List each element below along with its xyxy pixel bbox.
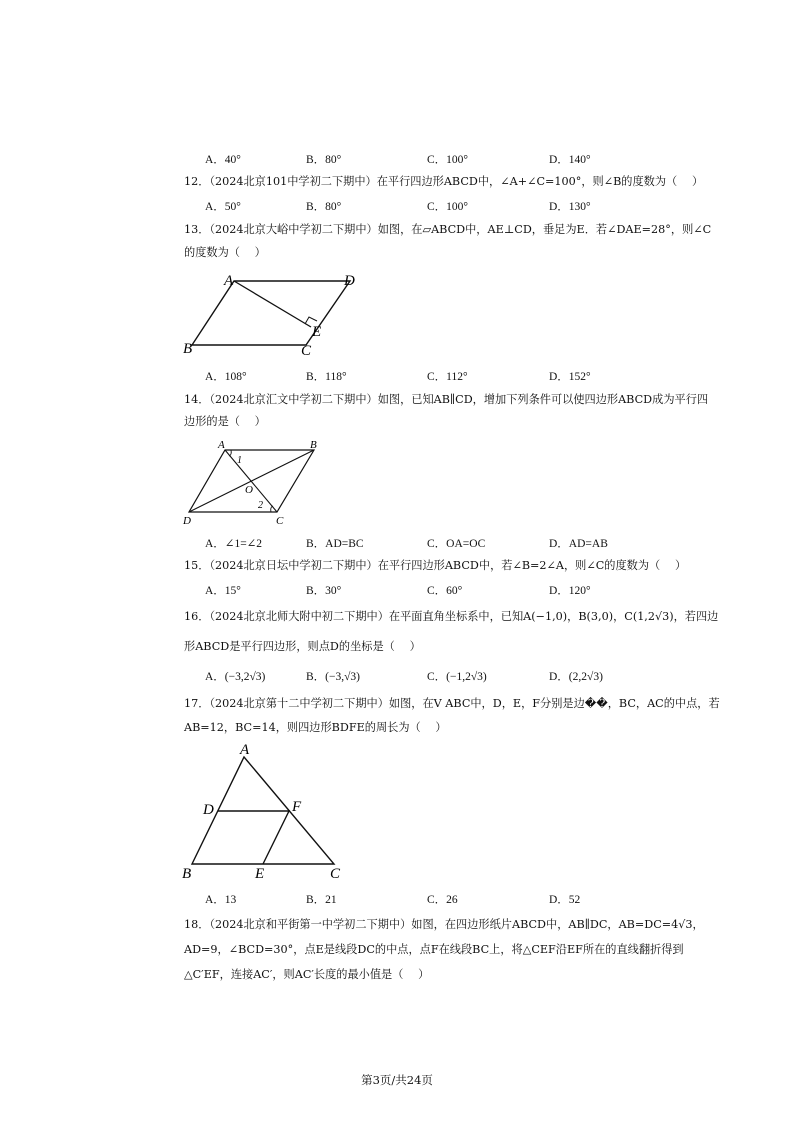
q15-option-c: C．60° <box>427 585 463 597</box>
q12-stem: 12．（2024北京101中学初二下期中）在平行四边形ABCD中，∠A+∠C=100°，则∠B的度数为（ ） <box>184 175 704 188</box>
q14-label-c: C <box>276 515 284 526</box>
q15-stem: 15．（2024北京日坛中学初二下期中）在平行四边形ABCD中，若∠B=2∠A，则∠C的度数为（ ） <box>184 559 687 572</box>
q13-option-d: D．152° <box>549 371 591 383</box>
q18-stem-line3: △C′EF，连接AC′，则AC′长度的最小值是（ ） <box>184 968 430 981</box>
q17-label-d: D <box>203 802 214 818</box>
q13-figure-parallelogram <box>180 268 370 360</box>
q11-option-c: C．100° <box>427 154 469 166</box>
q11-options <box>0 151 794 167</box>
q13-options <box>0 368 794 384</box>
q15-option-b: B．30° <box>306 585 342 597</box>
q14-stem-line1: 14．（2024北京汇文中学初二下期中）如图，已知AB∥CD，增加下列条件可以使四边形ABCD成为平行四 <box>184 393 709 406</box>
q15-options <box>0 582 794 598</box>
q14-stem-line2: 边形的是（ ） <box>184 415 266 428</box>
q17-label-c: C <box>330 866 341 882</box>
q17-options <box>0 891 794 907</box>
q17-label-b: B <box>182 866 192 882</box>
q13-option-a: A．108° <box>205 371 247 383</box>
q16-option-c: C．(−1,2√3) <box>427 671 487 683</box>
q16-option-b: B．(−3,√3) <box>306 671 361 683</box>
q11-option-b: B．80° <box>306 154 342 166</box>
q16-stem-line2: 形ABCD是平行四边形，则点D的坐标是（ ） <box>184 640 421 653</box>
q13-stem-line1: 13．（2024北京大峪中学初二下期中）如图，在▱ABCD中，AE⊥CD，垂足为E．若∠DAE=28°，则∠C <box>184 223 712 236</box>
q12-option-d: D．130° <box>549 201 591 213</box>
q17-option-b: B．21 <box>306 894 337 906</box>
q11-option-a: A．40° <box>205 154 241 166</box>
q14-label-2: 2 <box>258 500 263 511</box>
q17-option-a: A．13 <box>205 894 237 906</box>
q16-option-d: D．(2,2√3) <box>549 671 603 683</box>
q18-stem-line1: 18．（2024北京和平街第一中学初二下期中）如图，在四边形纸片ABCD中，AB∥DC，AB=DC=4√3， <box>184 918 704 931</box>
q17-label-e: E <box>255 866 265 882</box>
q17-label-f: F <box>292 799 302 815</box>
q12-option-c: C．100° <box>427 201 469 213</box>
q14-label-b: B <box>310 439 317 451</box>
q11-option-d: D．140° <box>549 154 591 166</box>
q18-stem-line2: AD=9，∠BCD=30°，点E是线段DC的中点，点F在线段BC上，将△CEF沿EF所在的直线翻折得到 <box>184 943 684 956</box>
q13-parallelogram-abcd <box>192 281 350 345</box>
q13-label-a: A <box>224 273 234 289</box>
q15-option-d: D．120° <box>549 585 591 597</box>
q14-option-d: D．AD=AB <box>549 538 608 550</box>
q14-figure-trapezoid <box>180 436 330 526</box>
q14-option-c: C．OA=OC <box>427 538 486 550</box>
q16-stem-line1: 16．（2024北京北师大附中初二下期中）在平面直角坐标系中，已知A(−1,0)，B(3,0)，C(1,2√3)，若四边 <box>184 610 719 623</box>
q13-segment-ae <box>234 281 311 327</box>
q17-stem-line1: 17．（2024北京第十二中学初二下期中）如图，在V ABC中，D，E，F分别是边��，BC，AC的中点，若 <box>184 697 720 710</box>
q14-option-a: A．∠1=∠2 <box>205 538 263 550</box>
q14-label-1: 1 <box>237 455 242 466</box>
q13-label-b: B <box>183 341 193 357</box>
q14-options <box>0 535 794 551</box>
q17-option-c: C．26 <box>427 894 458 906</box>
q17-segments-df-fe <box>218 811 289 864</box>
q12-options <box>0 198 794 214</box>
q13-label-c: C <box>301 343 312 359</box>
q13-option-c: C．112° <box>427 371 468 383</box>
q16-options <box>0 668 794 684</box>
q16-option-a: A．(−3,2√3) <box>205 671 266 683</box>
q17-figure-triangle <box>180 742 350 882</box>
q13-label-d: D <box>344 273 355 289</box>
q17-option-d: D．52 <box>549 894 581 906</box>
q13-option-b: B．118° <box>306 371 347 383</box>
q17-stem-line2: AB=12，BC=14，则四边形BDFE的周长为（ ） <box>184 721 447 734</box>
q13-label-e: E <box>312 324 322 340</box>
q14-label-a: A <box>218 439 225 451</box>
page-number-footer: 第3页/共24页 <box>361 1073 433 1087</box>
q14-label-o: O <box>245 484 253 496</box>
q13-right-angle-mark <box>305 317 317 324</box>
q15-option-a: A．15° <box>205 585 241 597</box>
q14-option-b: B．AD=BC <box>306 538 364 550</box>
q12-option-b: B．80° <box>306 201 342 213</box>
q12-option-a: A．50° <box>205 201 241 213</box>
q14-label-d: D <box>183 515 191 526</box>
q17-label-a: A <box>240 742 250 758</box>
q13-stem-line2: 的度数为（ ） <box>184 246 266 259</box>
